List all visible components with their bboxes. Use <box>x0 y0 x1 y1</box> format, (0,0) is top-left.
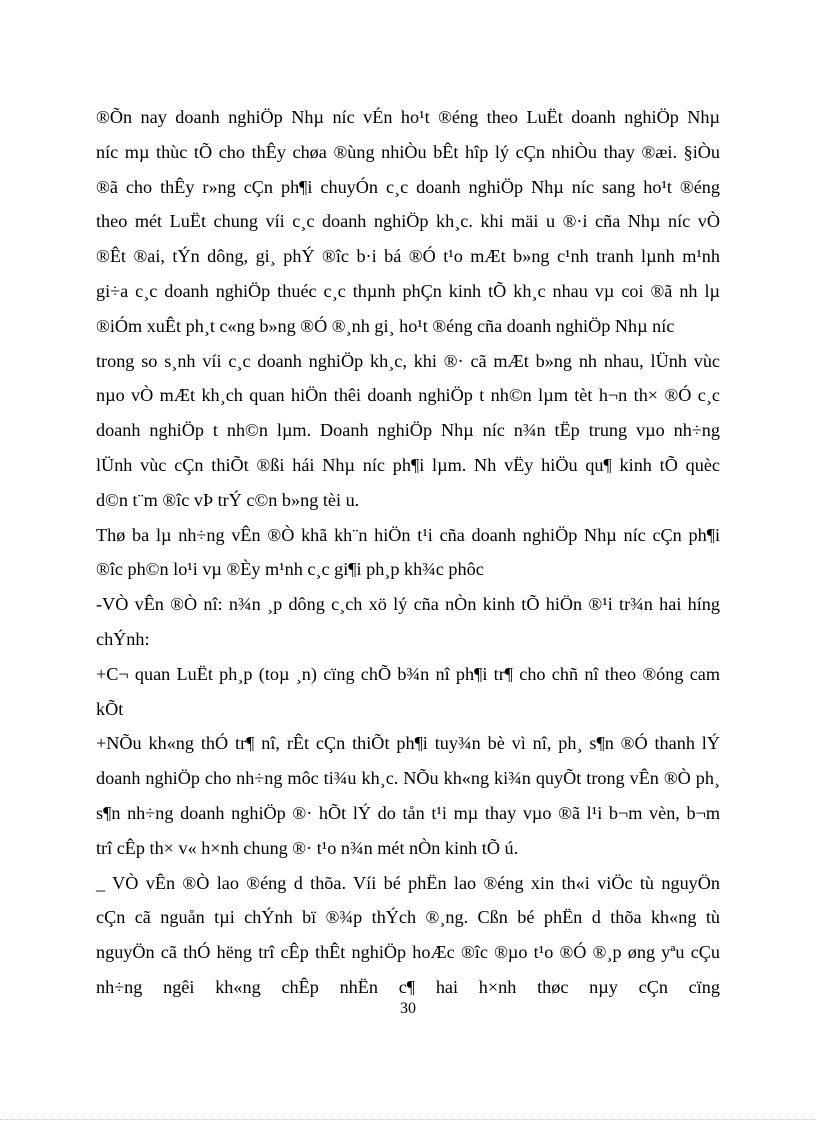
document-body <box>96 100 720 1005</box>
text-line: +NÕu kh«ng thÓ tr¶ nî, rÊt cÇn thiÕt ph¶i tuy¾n bè vì nî, ph¸ s¶n ®Ó thanh lÝ <box>96 733 720 754</box>
text-line: cÇn cã nguån tµi chÝnh bï ®¾p thÝch ®¸ng. Cßn bé phËn d thõa kh«ng tù <box>96 907 720 928</box>
text-line: nh÷ng ngêi kh«ng chÊp nhËn c¶ hai h×nh thøc nµy cÇn cïng <box>96 976 720 997</box>
text-line: gi÷a c¸c doanh nghiÖp thuéc c¸c thµnh phÇn kinh tÕ kh¸c nhau vµ coi ®ã nh lµ <box>96 280 720 301</box>
text-line: trî cÊp th× v« h×nh chung ®· t¹o n¾n mét nÒn kinh tÕ ú. <box>96 837 519 858</box>
text-line: -VÒ vÊn ®Ò nî: n¾n ¸p dông c¸ch xö lý cña nÒn kinh tÕ hiÖn ®¹i tr¾n hai híng <box>96 594 720 615</box>
text-line: níc mµ thùc tÕ cho thÊy chøa ®ùng nhiÒu bÊt hîp lý cÇn nhiÒu thay ®æi. §iÒu <box>96 141 720 162</box>
text-line: _ VÒ vÊn ®Ò lao ®éng d thõa. Víi bé phËn lao ®éng xin th«i viÖc tù nguyÖn <box>96 872 720 893</box>
text-line: ®îc ph©n lo¹i vµ ®Èy m¹nh c¸c gi¶i ph¸p kh¾c phôc <box>96 559 484 580</box>
text-line: s¶n nh÷ng doanh nghiÖp ®· hÕt lÝ do tån t¹i mµ thay vµo ®ã l¹i b¬m vèn, b¬m <box>96 802 720 823</box>
text-line: kÕt <box>96 698 124 719</box>
text-line: ®ã cho thÊy r»ng cÇn ph¶i chuyÓn c¸c doanh nghiÖp Nhµ níc sang ho¹t ®éng <box>96 176 720 197</box>
text-line: chÝnh: <box>96 628 150 649</box>
text-line: doanh nghiÖp t nh©n lµm. Doanh nghiÖp Nhµ níc n¾n tËp trung vµo nh÷ng <box>96 420 720 441</box>
text-line: ®Êt ®ai, tÝn dông, gi¸ phÝ ®îc b·i bá ®Ó t¹o mÆt b»ng c¹nh tranh lµnh m¹nh <box>96 246 720 267</box>
text-line: nguyÖn cã thÓ hëng trî cÊp thÊt nghiÖp hoÆc ®îc ®µo t¹o ®Ó ®¸p øng yªu cÇu <box>96 942 720 963</box>
page-number: 30 <box>400 1000 416 1017</box>
text-line: d©n t¨m ®îc vÞ trÝ c©n b»ng tèi u. <box>96 489 360 510</box>
page-edge-divider <box>0 1119 816 1120</box>
text-line: nµo vÒ mÆt kh¸ch quan hiÖn thêi doanh nghiÖp t nh©n lµm tèt h¬n th× ®Ó c¸c <box>96 385 720 406</box>
text-line: Thø ba lµ nh÷ng vÊn ®Ò khã kh¨n hiÖn t¹i cña doanh nghiÖp Nhµ níc cÇn ph¶i <box>96 524 720 545</box>
text-line: doanh nghiÖp cho nh÷ng môc ti¾u kh¸c. NÕu kh«ng ki¾n quyÕt trong vÊn ®Ò ph¸ <box>96 768 720 789</box>
text-line: +C¬ quan LuËt ph¸p (toµ ¸n) cïng chÕ b¾n nî ph¶i tr¶ cho chñ nî theo ®óng cam <box>96 663 720 684</box>
text-line: theo mét LuËt chung víi c¸c doanh nghiÖp kh¸c. khi mäi u ®·i cña Nhµ níc vÒ <box>96 211 720 232</box>
text-line: lÜnh vùc cÇn thiÕt ®ßi hái Nhµ níc ph¶i lµm. Nh vËy hiÖu qu¶ kinh tÕ quèc <box>96 454 720 475</box>
text-line: trong so s¸nh víi c¸c doanh nghiÖp kh¸c, khi ®· cã mÆt b»ng nh nhau, lÜnh vùc <box>96 350 720 371</box>
text-line: ®iÓm xuÊt ph¸t c«ng b»ng ®Ó ®¸nh gi¸ ho¹t ®éng cña doanh nghiÖp Nhµ níc <box>96 315 675 336</box>
text-line: ®Õn nay doanh nghiÖp Nhµ níc vÉn ho¹t ®éng theo LuËt doanh nghiÖp Nhµ <box>96 107 720 127</box>
